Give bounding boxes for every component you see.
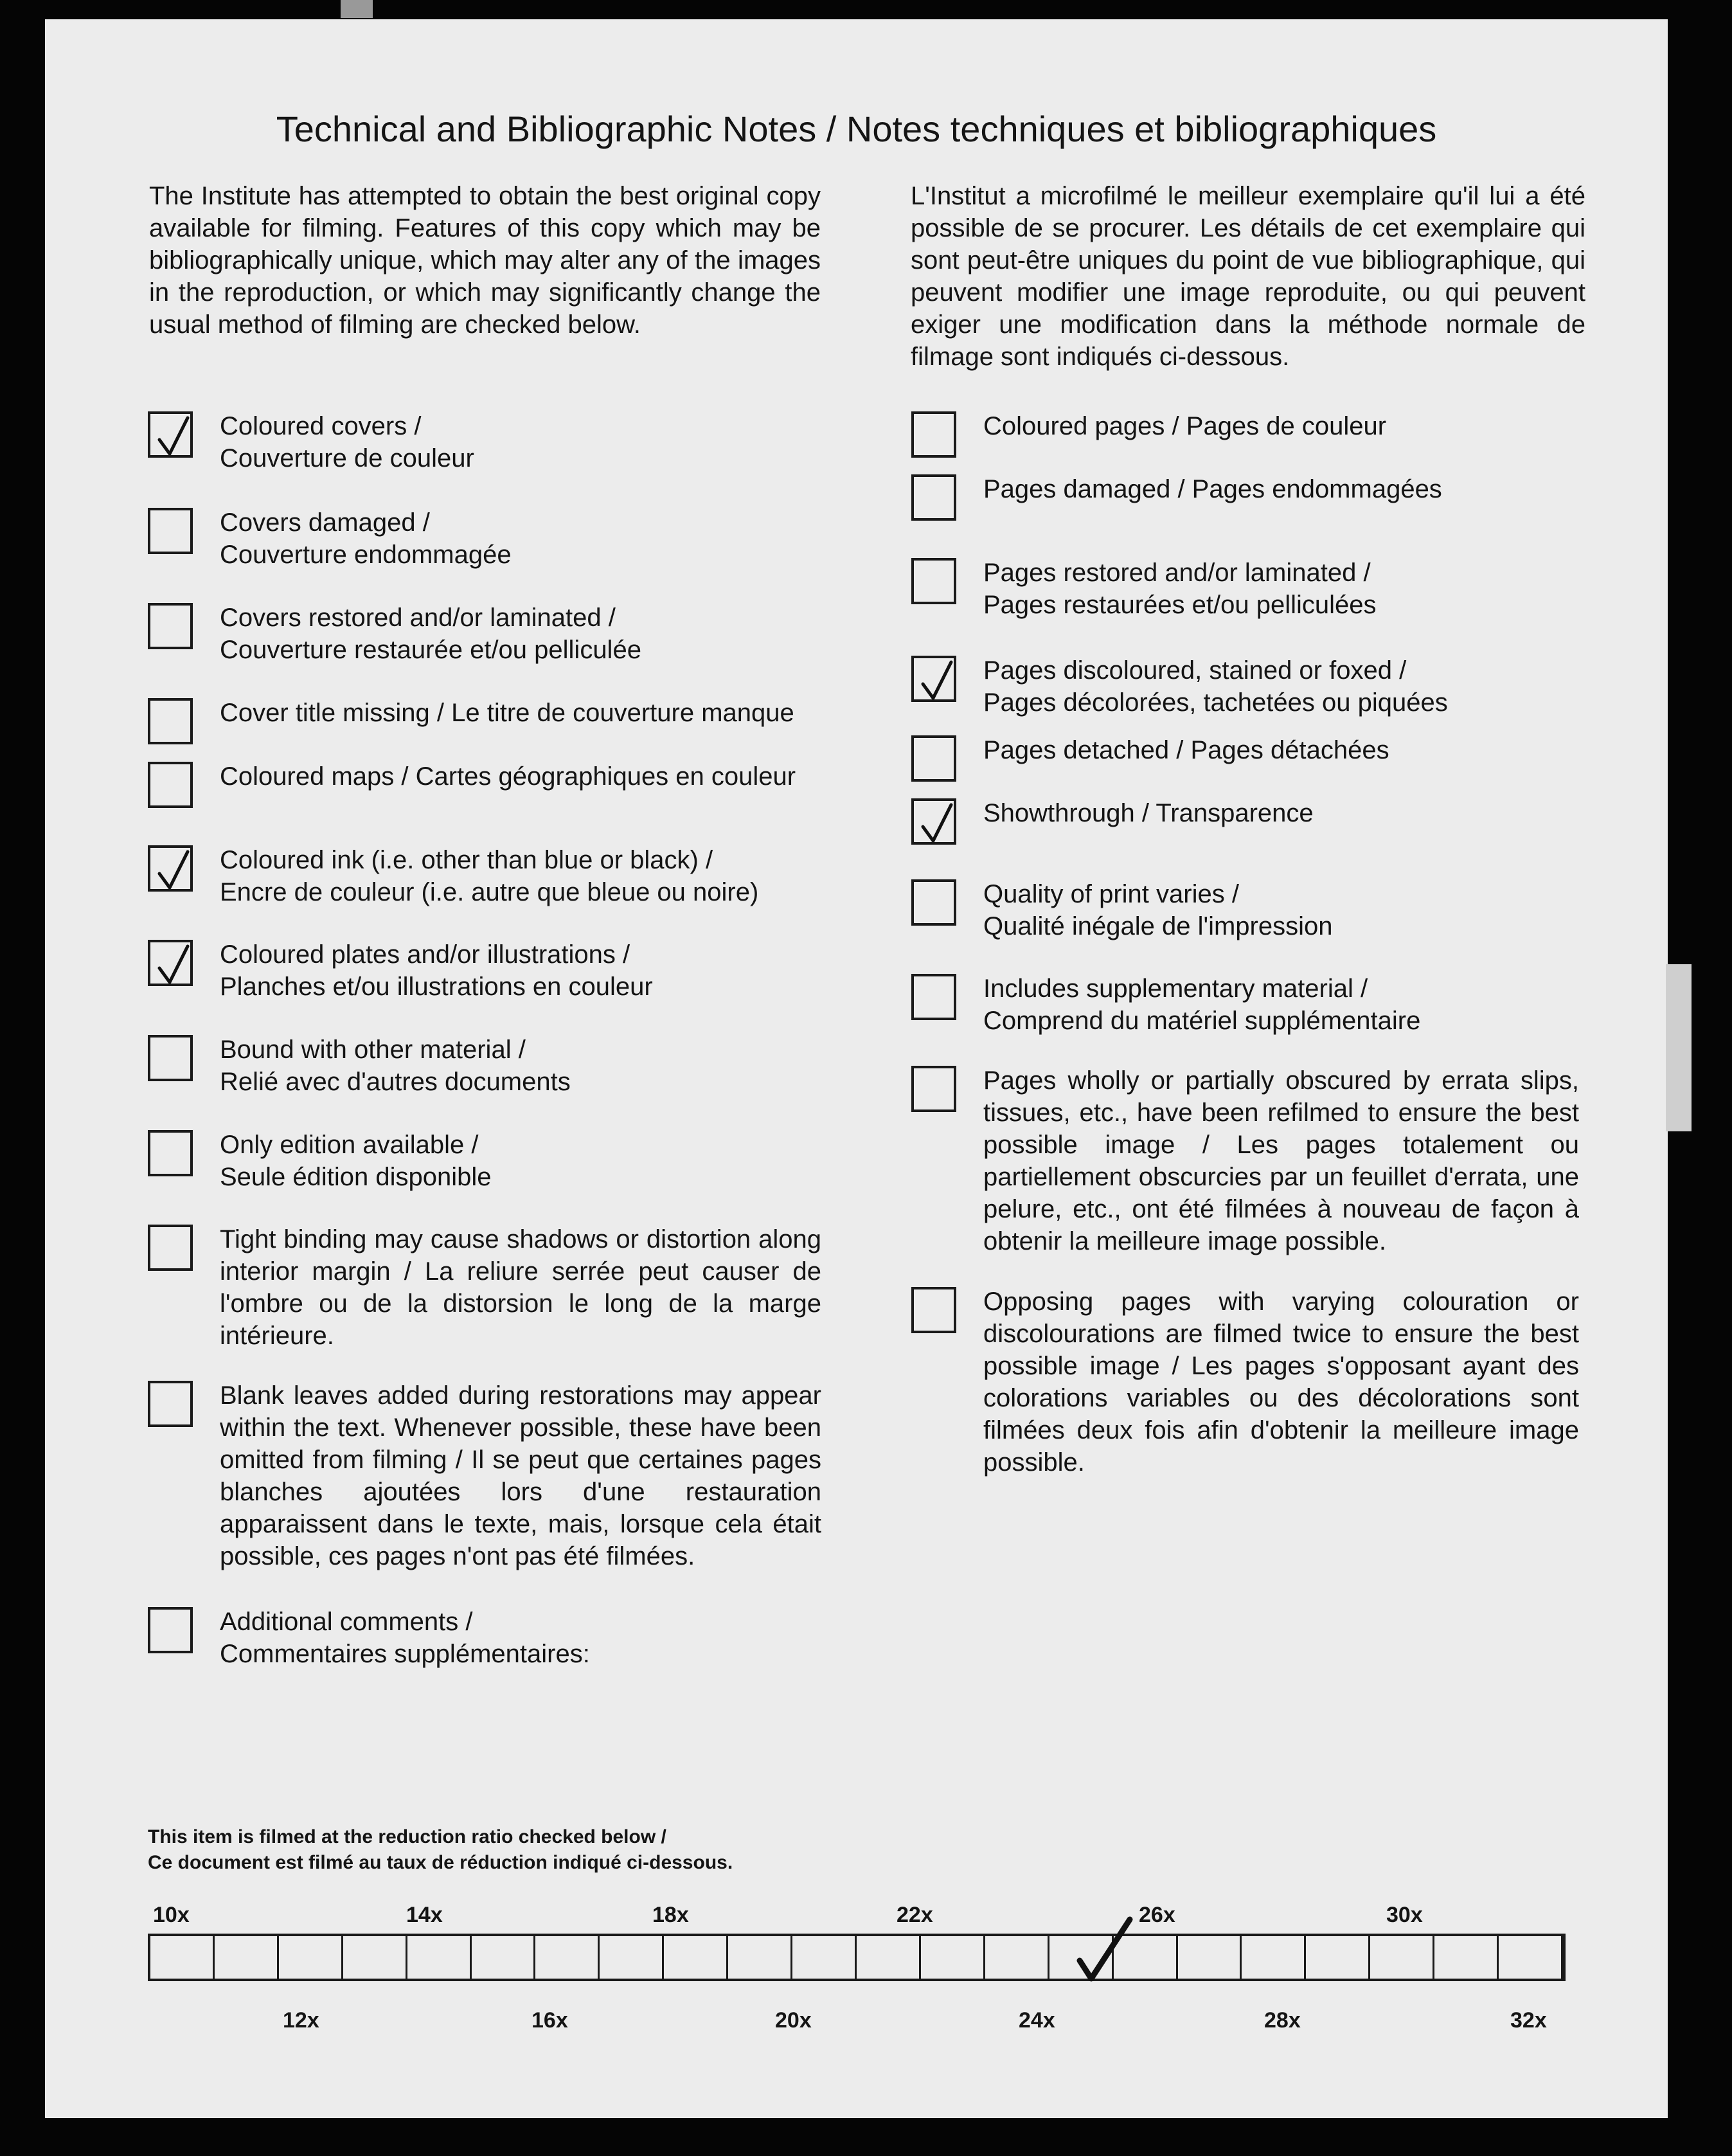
ratio-label: 14x <box>406 1903 443 1927</box>
checklist-item-label <box>983 878 1333 942</box>
ratio-label: 16x <box>531 2008 568 2033</box>
checkmark-icon <box>150 848 195 894</box>
checklist-item-label <box>983 473 1442 505</box>
checked-checkbox[interactable] <box>148 940 193 986</box>
checklist-item-line: Additional comments / <box>220 1608 473 1636</box>
checkbox[interactable] <box>148 1381 193 1427</box>
checklist-item-label <box>983 973 1420 1037</box>
checklist-item-label <box>220 1606 590 1670</box>
ratio-label: 32x <box>1510 2008 1547 2033</box>
checkbox[interactable] <box>148 1035 193 1081</box>
checkbox[interactable] <box>911 1287 956 1333</box>
checklist-item-label <box>220 507 512 571</box>
ratio-cell[interactable] <box>857 1936 921 1979</box>
ratio-label: 22x <box>897 1903 933 1927</box>
checklist-item-line: Encre de couleur (i.e. autre que bleue ou noire) <box>220 878 759 906</box>
checklist-item-line: Pages detached / Pages détachées <box>983 736 1389 764</box>
ratio-cell[interactable] <box>535 1936 600 1979</box>
checkbox[interactable] <box>911 879 956 926</box>
checkbox[interactable] <box>911 974 956 1020</box>
checklist-item-line: Coloured covers / <box>220 412 422 440</box>
checked-checkbox[interactable] <box>911 656 956 702</box>
intro-french: L'Institut a microfilmé le meilleur exemplaire qu'il lui a été possible de se procurer. Les détails de cet exemplaire qui sont peut-être uniques du point de vue bibliographique, qui peuvent modifier une image reproduite, ou qui peuvent exiger une modification dans la méthode normale de filmage sont indiqués ci-dessous. <box>911 182 1585 371</box>
checkbox[interactable] <box>148 1225 193 1271</box>
checklist-item-label <box>220 844 758 908</box>
checked-checkbox[interactable] <box>911 798 956 845</box>
ratio-label: 28x <box>1264 2008 1301 2033</box>
checklist-item-line: Covers restored and/or laminated / <box>220 604 616 632</box>
film-speck <box>341 0 373 18</box>
checklist-item-label <box>220 410 474 474</box>
checkmark-icon <box>150 414 195 460</box>
checklist-item-label <box>983 410 1386 442</box>
ratio-cell[interactable] <box>215 1936 279 1979</box>
notes-page <box>45 19 1668 2118</box>
page-title: Technical and Bibliographic Notes / Notes techniques et bibliographiques <box>276 109 1437 149</box>
checkmark-icon <box>914 801 959 847</box>
checklist-item-line: Pages décolorées, tachetées ou piquées <box>983 688 1448 717</box>
checklist-item-label <box>983 797 1314 829</box>
checkbox[interactable] <box>148 603 193 649</box>
checked-checkbox[interactable] <box>148 411 193 458</box>
reduction-caption-en: This item is filmed at the reduction ratio checked below / <box>148 1826 666 1847</box>
ratio-cell[interactable] <box>472 1936 536 1979</box>
ratio-cell[interactable] <box>921 1936 985 1979</box>
ratio-label: 26x <box>1139 1903 1175 1927</box>
checklist-item-label <box>983 654 1448 719</box>
ratio-cell[interactable] <box>600 1936 664 1979</box>
checklist-item-label <box>983 734 1389 766</box>
checklist-item-label: Opposing pages with varying colouration or discolourations are filmed twice to ensure the best possible image / Les pages s'opposant ayant des colorations variables ou des décolorations sont filmées deux fois afin d'obtenir la meilleure image possible. <box>983 1288 1579 1477</box>
ratio-cell[interactable] <box>792 1936 857 1979</box>
ratio-cell[interactable] <box>279 1936 343 1979</box>
ratio-cell[interactable] <box>150 1936 215 1979</box>
checklist-item-line: Quality of print varies / <box>983 880 1239 908</box>
ratio-cell[interactable] <box>343 1936 407 1979</box>
checklist-item-line: Pages discoloured, stained or foxed / <box>983 656 1407 685</box>
reduction-caption <box>148 1824 733 1876</box>
checkbox[interactable] <box>911 558 956 604</box>
checklist-item-line: Cover title missing / Le titre de couverture manque <box>220 699 794 727</box>
checklist-item-line: Pages restored and/or laminated / <box>983 559 1371 587</box>
checkbox[interactable] <box>148 1607 193 1653</box>
ratio-label: 12x <box>283 2008 319 2033</box>
checklist-item-line: Coloured plates and/or illustrations / <box>220 940 630 969</box>
checklist-item-line: Seule édition disponible <box>220 1163 492 1191</box>
ratio-cell[interactable] <box>985 1936 1049 1979</box>
checklist-item-line: Comprend du matériel supplémentaire <box>983 1007 1421 1035</box>
checklist-item-label <box>220 1129 492 1193</box>
checkbox[interactable] <box>148 762 193 808</box>
checkbox[interactable] <box>911 474 956 521</box>
checklist-item-line: Bound with other material / <box>220 1036 526 1064</box>
ratio-cell[interactable] <box>1370 1936 1434 1979</box>
reduction-caption-fr: Ce document est filmé au taux de réduction indiqué ci-dessous. <box>148 1852 733 1873</box>
checklist-item-line: Couverture restaurée et/ou pelliculée <box>220 636 641 664</box>
film-speck <box>1666 964 1692 1131</box>
ratio-label: 10x <box>153 1903 190 1927</box>
checklist-item-line: Coloured ink (i.e. other than blue or black) / <box>220 846 713 874</box>
ratio-cell[interactable] <box>1434 1936 1499 1979</box>
checklist-item-line: Pages damaged / Pages endommagées <box>983 475 1442 503</box>
checkbox[interactable] <box>911 1066 956 1112</box>
checklist-item-label <box>983 557 1376 621</box>
checkbox[interactable] <box>148 1130 193 1176</box>
checklist-item-line: Couverture de couleur <box>220 444 474 472</box>
checkmark-icon <box>914 658 959 705</box>
checkbox[interactable] <box>911 411 956 458</box>
ratio-label: 24x <box>1019 2008 1055 2033</box>
checkmark-icon <box>1066 1914 1136 1985</box>
checklist-item-line: Covers damaged / <box>220 508 430 537</box>
checkbox[interactable] <box>148 698 193 744</box>
checklist-item-line: Includes supplementary material / <box>983 975 1368 1003</box>
reduction-ratio-scale <box>148 1934 1566 1981</box>
ratio-cell[interactable] <box>664 1936 728 1979</box>
checklist-item-line: Commentaires supplémentaires: <box>220 1640 590 1668</box>
checklist-item-label <box>220 602 641 666</box>
checklist-item-label: Pages wholly or partially obscured by errata slips, tissues, etc., have been refilmed to ensure the best possible image / Les pages totalement ou partiellement obscurcies par un feuillet d'errata, une pelure, etc., ont été filmées à nouveau de façon à obtenir la meilleure image possible. <box>983 1066 1579 1255</box>
ratio-cell[interactable] <box>1242 1936 1306 1979</box>
checkbox[interactable] <box>911 735 956 782</box>
checkbox[interactable] <box>148 508 193 554</box>
ratio-label: 30x <box>1386 1903 1423 1927</box>
ratio-cell[interactable] <box>728 1936 792 1979</box>
checklist-item-line: Couverture endommagée <box>220 541 512 569</box>
ratio-cell[interactable] <box>407 1936 472 1979</box>
checked-checkbox[interactable] <box>148 845 193 892</box>
checklist-item-line: Coloured pages / Pages de couleur <box>983 412 1387 440</box>
checklist-item-line: Showthrough / Transparence <box>983 799 1314 827</box>
checklist-item-line: Pages restaurées et/ou pelliculées <box>983 591 1377 619</box>
checklist-item-label <box>220 939 653 1003</box>
ratio-checkmark <box>1066 1914 1136 1988</box>
ratio-label: 20x <box>775 2008 812 2033</box>
checklist-item-line: Qualité inégale de l'impression <box>983 912 1333 940</box>
checklist-item-label: Blank leaves added during restorations may appear within the text. Whenever possible, these have been omitted from filming / Il se peut que certaines pages blanches ajoutées lors d'une restauration apparaissent dans le texte, mais, lorsque cela était possible, ces pages n'ont pas été filmées. <box>220 1381 821 1570</box>
checklist-item-label <box>220 697 794 729</box>
checklist-item-label: Tight binding may cause shadows or distortion along interior margin / La reliure serrée peut causer de l'ombre ou de la distorsion le long de la marge intérieure. <box>220 1225 821 1350</box>
checklist-item-label <box>220 1034 571 1098</box>
ratio-cell[interactable] <box>1178 1936 1242 1979</box>
checklist-item-label <box>220 760 796 793</box>
ratio-label: 18x <box>652 1903 689 1927</box>
checklist-item-line: Coloured maps / Cartes géographiques en couleur <box>220 762 796 791</box>
checklist-item-line: Planches et/ou illustrations en couleur <box>220 973 653 1001</box>
checklist-item-line: Only edition available / <box>220 1131 479 1159</box>
ratio-cell[interactable] <box>1306 1936 1370 1979</box>
checklist-item-line: Relié avec d'autres documents <box>220 1068 571 1096</box>
ratio-cell[interactable] <box>1499 1936 1563 1979</box>
checkmark-icon <box>150 942 195 989</box>
intro-english: The Institute has attempted to obtain the best original copy available for filming. Features of this copy which may be bibliographically unique, which may alter any of the images in the reproduction, or which may significantly change the usual method of filming are checked below. <box>149 182 821 339</box>
